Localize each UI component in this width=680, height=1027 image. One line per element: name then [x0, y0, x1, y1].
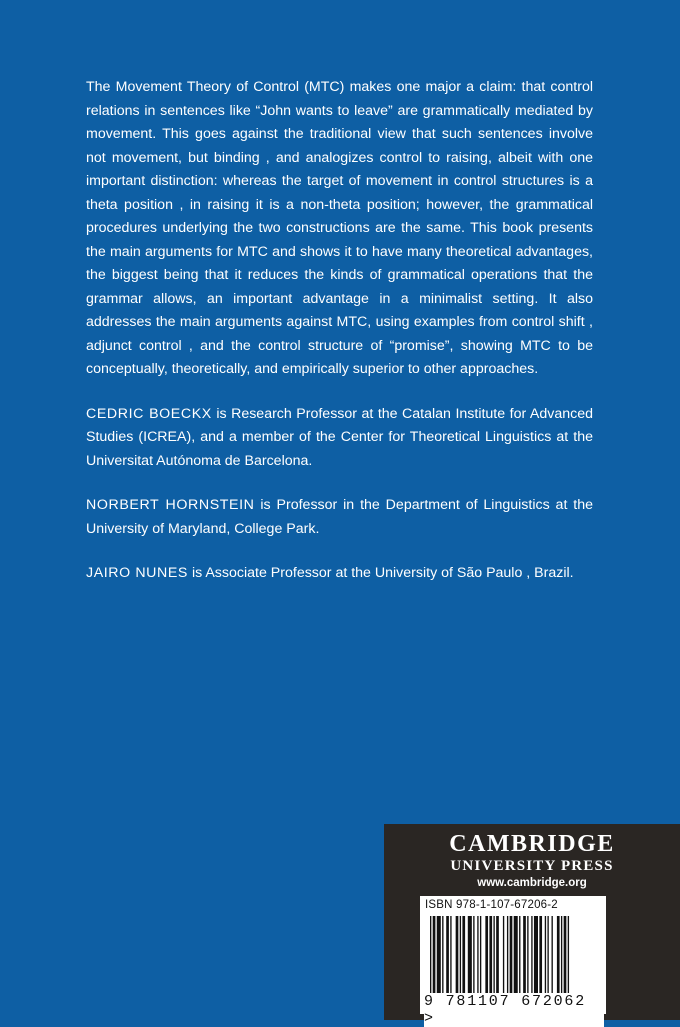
barcode-bar [460, 916, 461, 994]
book-summary: The Movement Theory of Control (MTC) makes one major a claim: that control relations in sentences like “John wants to leave” are grammatically mediated by movement. This goes against the traditional view that such sentences involve not movement, but binding , and analogizes control to raising, albeit with one important distinction: whereas the target of movement in control structures is a theta position , in raising it is a non-theta position; however, the grammatical procedures underlying the two constructions are the same. This book presents the main arguments for MTC and shows it to have many theoretical advantages, the biggest being that it reduces the kinds of grammatical operations that the grammar allows, an important advantage in a minimalist setting. It also addresses the main arguments against MTC, using examples from control shift , adjunct control , and the control structure of “promise”, showing MTC to be conceptually, theoretically, and empirically superior to other approaches. [86, 79, 593, 377]
publisher-website: www.cambridge.org [477, 877, 587, 889]
barcode-bar [527, 916, 528, 994]
barcode-bar [557, 916, 560, 994]
barcode-bars [430, 916, 596, 1002]
barcode-bar [552, 916, 553, 994]
barcode-bar [545, 916, 546, 994]
author-bio: is Associate Professor at the University of São Paulo , Brazil. [188, 565, 574, 581]
barcode-bar [468, 916, 472, 994]
barcode-bar [531, 916, 532, 994]
barcode-bar [564, 916, 567, 994]
barcode-bar [442, 916, 443, 994]
author-bio-nunes [86, 562, 593, 586]
barcode-bar [489, 916, 492, 994]
barcode-bar [446, 916, 449, 994]
barcode-bar [462, 916, 465, 994]
barcode-bar [493, 916, 494, 994]
isbn-label: ISBN 978-1-107-67206-2 [425, 899, 558, 911]
barcode-bar [437, 916, 441, 994]
barcode-bar [477, 916, 478, 994]
author-bio: is Professor in the Department of Linguistics at the University of Maryland, College Park. [86, 497, 594, 537]
publisher-panel [384, 824, 680, 1027]
barcode-bar [456, 916, 459, 994]
ean-digits: 9 781107 672062 > [424, 993, 604, 1027]
barcode-bar [510, 916, 513, 994]
publisher-name-line1: CAMBRIDGE [449, 831, 615, 857]
author-bio-boeckx [86, 403, 593, 474]
author-name: JAIRO NUNES [86, 565, 188, 581]
barcode-bar [503, 916, 504, 994]
author-bio-hornstein [86, 494, 593, 541]
barcode-bar [561, 916, 562, 994]
barcode-bar [450, 916, 451, 994]
barcode-bar [514, 916, 518, 994]
barcode-bar [547, 916, 548, 994]
barcode-bar [496, 916, 499, 1002]
author-name: CEDRIC BOECKX [86, 405, 212, 422]
barcode-bar [568, 916, 569, 1002]
barcode-bar [523, 916, 526, 994]
back-cover-text [86, 76, 593, 586]
barcode-bar [430, 916, 431, 1002]
barcode-bar [433, 916, 436, 1002]
barcode-bar [539, 916, 542, 994]
author-bio: is Research Professor at the Catalan Institute for Advanced Studies (ICREA), and a member of the Center for Theoretical Linguistics at the Universitat Autónoma de Barcelona. [86, 405, 594, 469]
publisher-logo [446, 830, 618, 875]
barcode-box [420, 896, 606, 1027]
barcode-bar [480, 916, 481, 994]
barcode-bar [534, 916, 538, 994]
barcode-bar [473, 916, 474, 994]
author-name: NORBERT HORNSTEIN [86, 497, 255, 513]
barcode-bar [507, 916, 508, 994]
barcode-bar [485, 916, 488, 994]
publisher-name-line2: UNIVERSITY PRESS [450, 858, 614, 874]
barcode-bar [519, 916, 520, 994]
